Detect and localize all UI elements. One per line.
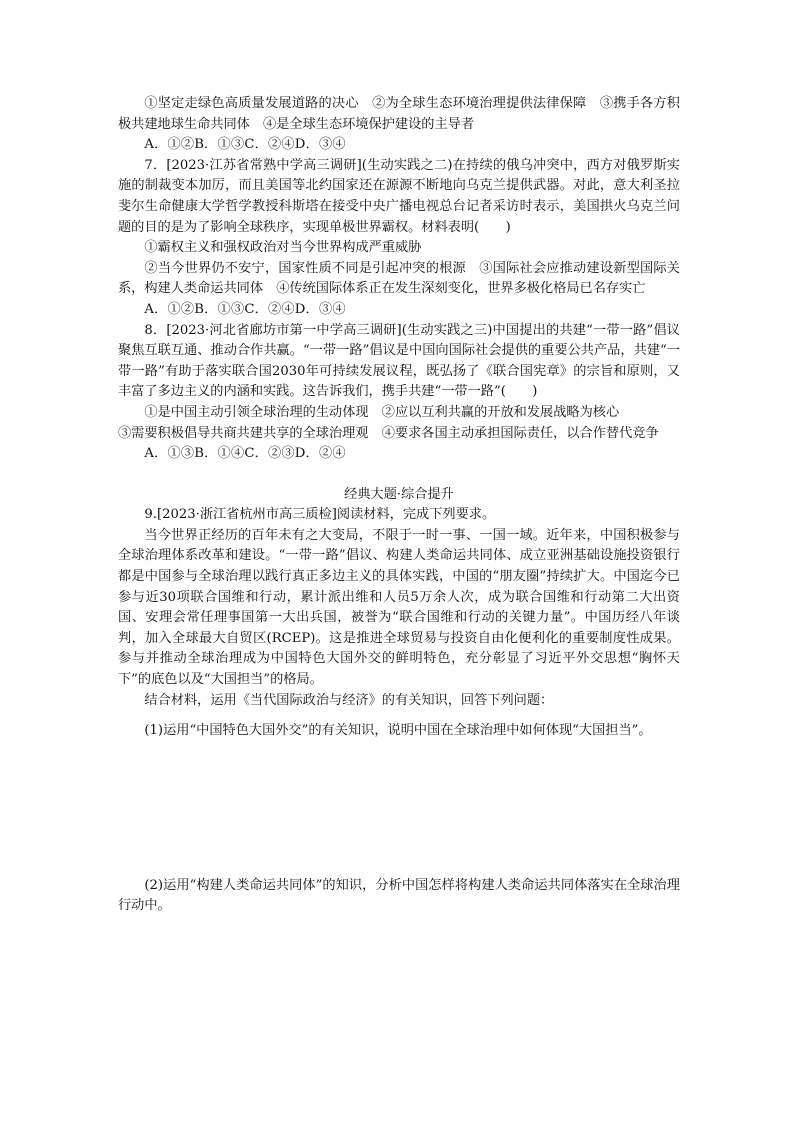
document-page [118,94,680,917]
section-title: 经典大题·综合提升 [344,486,454,502]
q7-stem: 7．[2023·江苏省常熟中学高三调研](生动实践之二)在持续的俄乌冲突中，西方对俄罗斯实施的制裁变本加厉，而且美国等北约国家还在源源不断地向乌克兰提供武器。对此，意大利圣拉斐尔生命健康大学哲学教授科斯塔在接受中央广播电视总台记者采访时表示，美国拱火乌克兰问题的目的是为了影响全球秩序，实现单极世界霸权。材料表明( ) [118,157,680,235]
q7-statements-2-4: ②当今世界仍不安宁，国家性质不同是引起冲突的根源 ③国际社会应推动建设新型国际关系，构建人类命运共同体 ④传统国际体系正在发生深刻变化，世界多极化格局已名存实亡 [118,260,680,297]
q9-material: 当今世界正经历的百年未有之大变局，不限于一时一事、一国一域。近年来，中国积极参与全球治理体系改革和建设。“一带一路”倡议、构建人类命运共同体、成立亚洲基础设施投资银行都是中国参与全球治理以践行真正多边主义的具体实践，中国的“朋友圈”持续扩大。中国迄今已参与近30项联合国维和行动，累计派出维和人员5万余人次，成为联合国维和行动第二大出资国、安理会常任理事国第一大出兵国，被誉为“联合国维和行动的关键力量”。中国历经八年谈判，加入全球最大自贸区(RCEP)。这是推进全球贸易与投资自由化便利化的重要制度性成果。参与并推动全球治理成为中国特色大国外交的鲜明特色，充分彰显了习近平外交思想“胸怀天下”的底色以及“大国担当”的格局。 [118,527,680,688]
q8-statements-1-2: ①是中国主动引领全球治理的生动体现 ②应以互利共赢的开放和发展战略为核心 [144,404,620,420]
q9-subquestion-1: (1)运用“中国特色大国外交”的有关知识，说明中国在全球治理中如何体现“大国担当”。 [144,723,652,739]
q7-statement-1: ①霸权主义和强权政治对当今世界构成严重威胁 [144,240,422,256]
answer-space-1 [118,742,680,876]
q9-instruction: 结合材料，运用《当代国际政治与经济》的有关知识，回答下列问题： [144,692,554,708]
q9-subquestion-2: (2)运用“构建人类命运共同体”的知识，分析中国怎样将构建人类命运共同体落实在全球治理行动中。 [118,877,680,914]
q6-options: A．①②B．①③C．②④D．③④ [144,137,346,153]
q9-stem: 9.[2023·浙江省杭州市高三质检]阅读材料，完成下列要求。 [144,507,496,523]
q8-statements-3-4: ③需要积极倡导共商共建共享的全球治理观 ④要求各国主动承担国际责任，以合作替代竞争 [118,425,659,441]
q8-stem: 8．[2023·河北省廊坊市第一中学高三调研](生动实践之三)中国提出的共建“一带一路”倡议聚焦互联互通、推动合作共赢。“一带一路”倡议是中国向国际社会提供的重要公共产品，共建“一带一路”有助于落实联合国2030年可持续发展议程，既弘扬了《联合国宪章》的宗旨和原则，又丰富了多边主义的内涵和实践。这告诉我们，携手共建“一带一路”( ) [118,322,680,400]
q8-options: A．①③B．①④C．②③D．②④ [144,446,346,462]
q7-options: A．①②B．①③C．②④D．③④ [144,301,346,317]
q6-statements: ①坚定走绿色高质量发展道路的决心 ②为全球生态环境治理提供法律保障 ③携手各方积极共建地球生命共同体 ④是全球生态环境保护建设的主导者 [118,96,680,132]
